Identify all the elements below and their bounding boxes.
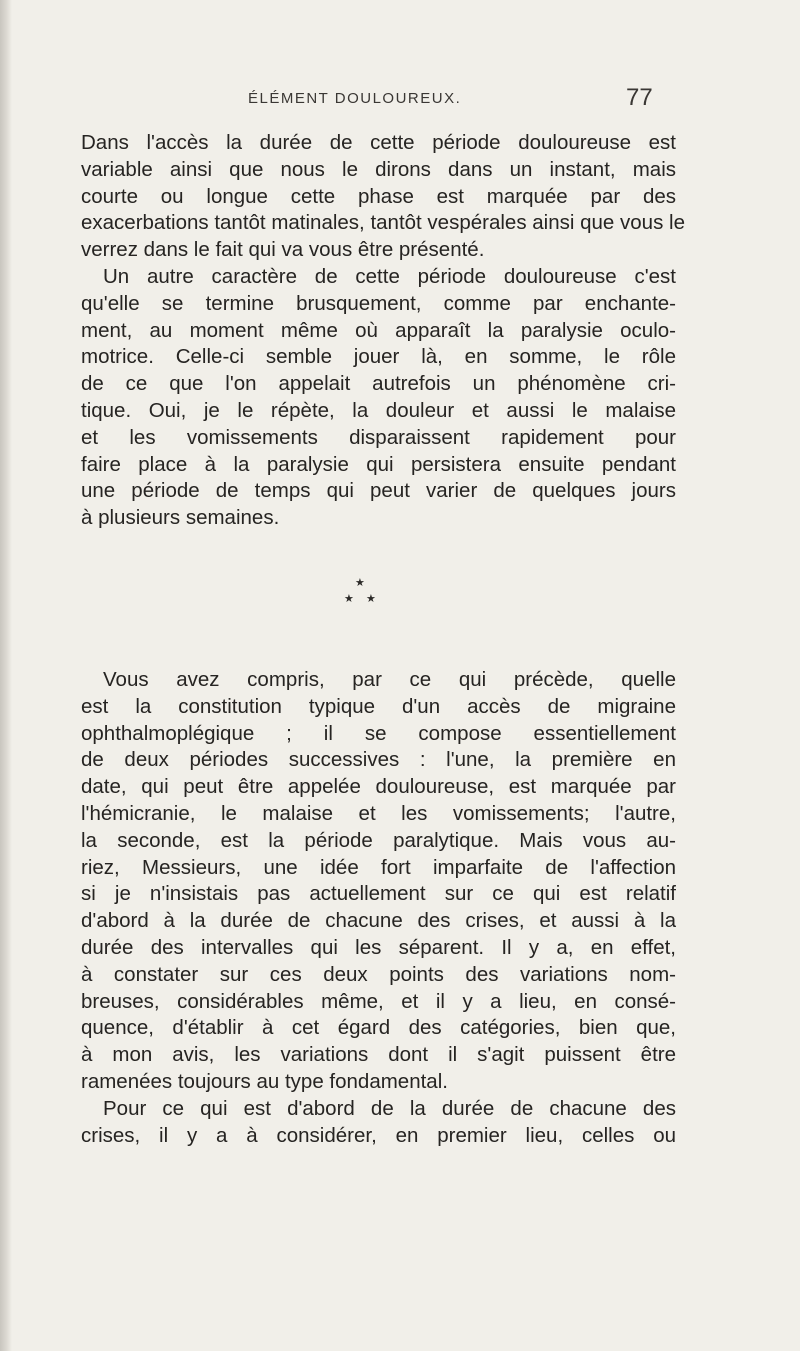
text-line: de ce que l'on appelait autrefois un phénomène cri- [81, 372, 676, 396]
text-line: Pour ce qui est d'abord de la durée de chacune des [103, 1096, 676, 1120]
text-line: Un autre caractère de cette période douloureuse c'est [103, 264, 676, 288]
text-line: qu'elle se termine brusquement, comme par enchante- [81, 291, 676, 315]
text-line: ramenées toujours au type fondamental. [81, 1069, 448, 1093]
page-header [0, 84, 800, 118]
text-line: quence, d'établir à cet égard des catégories, bien que, [81, 1016, 676, 1040]
text-line: breuses, considérables même, et il y a lieu, en consé- [81, 989, 676, 1013]
text-line: ophthalmoplégique ; il se compose essentiellement [81, 721, 676, 745]
star-icon: ★ [355, 577, 365, 589]
text-line: durée des intervalles qui les séparent. Il y a, en effet, [81, 935, 676, 959]
section-separator [340, 576, 380, 616]
text-line: ment, au moment même où apparaît la paralysie oculo- [81, 318, 676, 342]
text-line: courte ou longue cette phase est marquée par des [81, 184, 676, 208]
text-line: Vous avez compris, par ce qui précède, quelle [103, 668, 676, 691]
star-icon: ★ [366, 593, 376, 605]
text-line: si je n'insistais pas actuellement sur ce qui est relatif [81, 882, 676, 906]
text-line: date, qui peut être appelée douloureuse, est marquée par [81, 775, 676, 799]
text-line: verrez dans le fait qui va vous être présenté. [81, 238, 485, 262]
text-line: d'abord à la durée de chacune des crises, et aussi à la [81, 909, 676, 933]
text-line: de deux périodes successives : l'une, la première en [81, 748, 676, 772]
text-line: et les vomissements disparaissent rapidement pour [81, 425, 676, 449]
text-line: Dans l'accès la durée de cette période douloureuse est [81, 131, 676, 154]
paragraph-2 [81, 667, 676, 1149]
page-number: 77 [626, 84, 653, 111]
text-line: une période de temps qui peut varier de quelques jours [81, 479, 676, 503]
text-line: faire place à la paralysie qui persistera ensuite pendant [81, 452, 676, 476]
text-line: à plusieurs semaines. [81, 506, 280, 530]
star-icon: ★ [344, 593, 354, 605]
text-line: tique. Oui, je le répète, la douleur et aussi le malaise [81, 398, 676, 422]
running-head: ÉLÉMENT DOULOUREUX. [248, 90, 462, 107]
text-line: crises, il y a à considérer, en premier lieu, celles ou [81, 1123, 676, 1147]
text-line: l'hémicranie, le malaise et les vomissements; l'autre, [81, 801, 676, 825]
text-line: est la constitution typique d'un accès de migraine [81, 694, 676, 718]
paragraph-1 [81, 130, 685, 532]
text-line: à constater sur ces deux points des variations nom- [81, 962, 676, 986]
text-line: exacerbations tantôt matinales, tantôt vespérales ainsi que vous le [81, 211, 685, 235]
text-line: à mon avis, les variations dont il s'agit puissent être [81, 1043, 676, 1067]
text-line: riez, Messieurs, une idée fort imparfaite de l'affection [81, 855, 676, 879]
text-line: variable ainsi que nous le dirons dans un instant, mais [81, 157, 676, 181]
text-line: motrice. Celle-ci semble jouer là, en somme, le rôle [81, 345, 676, 369]
text-line: la seconde, est la période paralytique. Mais vous au- [81, 828, 676, 852]
page-gutter-shadow [0, 0, 12, 1351]
